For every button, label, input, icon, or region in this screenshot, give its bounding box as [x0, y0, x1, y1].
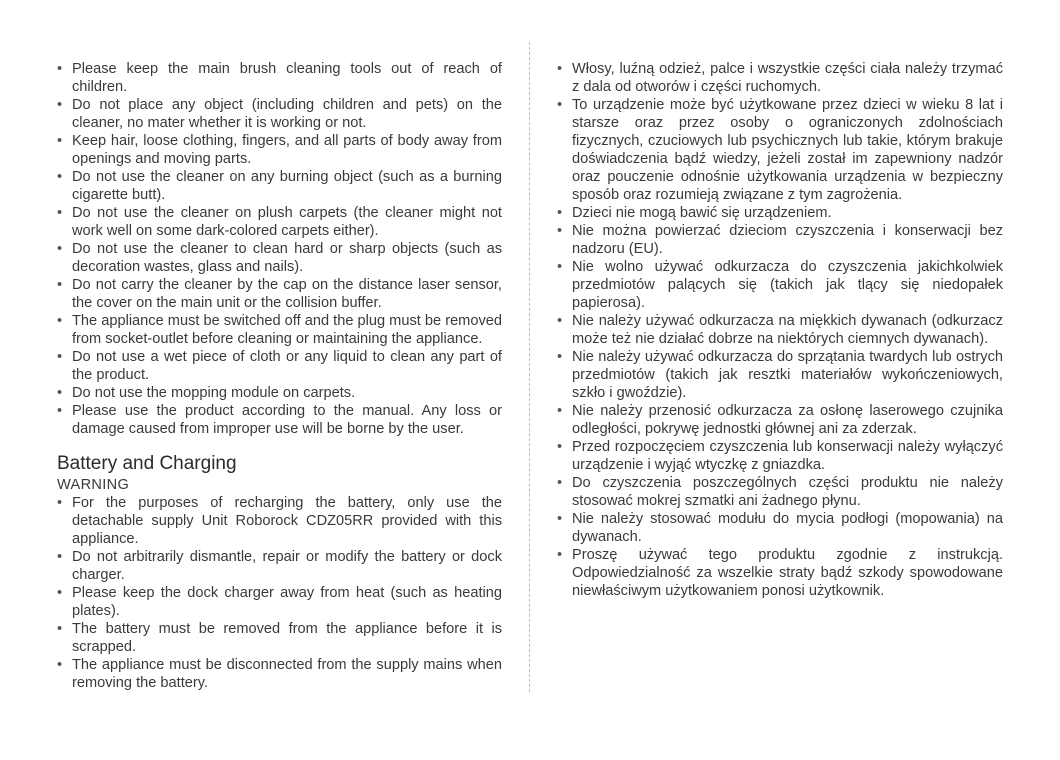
warning-label: WARNING [57, 477, 130, 493]
list-item: • Przed rozpoczęciem czyszczenia lub konserwacji należy wyłączyć urządzenie i wyjąć wtyczkę z gniazdka. [557, 438, 1003, 474]
list-item: • The appliance must be switched off and the plug must be removed from socket-outlet before cleaning or maintaining the appliance. [57, 312, 502, 348]
list-item: • Please use the product according to the manual. Any loss or damage caused from improper use will be borne by the user. [57, 402, 502, 438]
polish-column [557, 60, 1003, 600]
list-item: • Dzieci nie mogą bawić się urządzeniem. [557, 204, 1003, 222]
list-item: • To urządzenie może być użytkowane przez dzieci w wieku 8 lat i starsze oraz przez osoby o ograniczonych zdolnościach fizycznych, czuciowych lub psychicznych lub takie, którym brakuje doświadczenia bądź wiedzy, jeżeli został im zapewniony nadzór oraz pouczenie odnośnie użytkowania urządzenia w bezpieczny sposób oraz rozumieją związane z tym zagrożenia. [557, 96, 1003, 204]
list-item: • Do czyszczenia poszczególnych części produktu nie należy stosować mokrej szmatki ani żadnego płynu. [557, 474, 1003, 510]
safety-list [57, 60, 502, 438]
list-item: • Proszę używać tego produktu zgodnie z instrukcją. Odpowiedzialność za wszelkie straty bądź szkody spowodowane niewłaściwym użytkowaniem ponosi użytkownik. [557, 546, 1003, 600]
list-item: • Please keep the main brush cleaning tools out of reach of children. [57, 60, 502, 96]
battery-list [57, 494, 502, 692]
list-item: • Do not use the cleaner to clean hard or sharp objects (such as decoration wastes, glass and nails). [57, 240, 502, 276]
list-item: • Do not use a wet piece of cloth or any liquid to clean any part of the product. [57, 348, 502, 384]
list-item: • Do not place any object (including children and pets) on the cleaner, no mater whether it is working or not. [57, 96, 502, 132]
safety-list-pl [557, 60, 1003, 600]
list-item: • The battery must be removed from the appliance before it is scrapped. [57, 620, 502, 656]
list-item: • Do not arbitrarily dismantle, repair or modify the battery or dock charger. [57, 548, 502, 584]
list-item: • Nie należy używać odkurzacza na miękkich dywanach (odkurzacz może też nie działać dobrze na niektórych ciemnych dywanach). [557, 312, 1003, 348]
list-item: • The appliance must be disconnected from the supply mains when removing the battery. [57, 656, 502, 692]
list-item: • Nie wolno używać odkurzacza do czyszczenia jakichkolwiek przedmiotów palących się (takich jak tlący się niedopałek papierosa). [557, 258, 1003, 312]
list-item: • Nie można powierzać dzieciom czyszczenia i konserwacji bez nadzoru (EU). [557, 222, 1003, 258]
list-item: • Please keep the dock charger away from heat (such as heating plates). [57, 584, 502, 620]
list-item: • For the purposes of recharging the battery, only use the detachable supply Unit Roborock CDZ05RR provided with this appliance. [57, 494, 502, 548]
list-item: • Nie należy używać odkurzacza do sprzątania twardych lub ostrych przedmiotów (takich jak resztki materiałów wykończeniowych, szkło i gwoździe). [557, 348, 1003, 402]
list-item: • Keep hair, loose clothing, fingers, and all parts of body away from openings and moving parts. [57, 132, 502, 168]
section-title: Battery and Charging [57, 453, 237, 474]
english-column [57, 60, 502, 692]
list-item: • Do not use the cleaner on plush carpets (the cleaner might not work well on some dark-colored carpets either). [57, 204, 502, 240]
list-item: • Do not carry the cleaner by the cap on the distance laser sensor, the cover on the main unit or the collision buffer. [57, 276, 502, 312]
list-item: • Włosy, luźną odzież, palce i wszystkie części ciała należy trzymać z dala od otworów i części ruchomych. [557, 60, 1003, 96]
list-item: • Nie należy stosować modułu do mycia podłogi (mopowania) na dywanach. [557, 510, 1003, 546]
list-item: • Nie należy przenosić odkurzacza za osłonę laserowego czujnika odległości, pokrywę jednostki głównej ani za zderzak. [557, 402, 1003, 438]
list-item: • Do not use the mopping module on carpets. [57, 384, 502, 402]
list-item: • Do not use the cleaner on any burning object (such as a burning cigarette butt). [57, 168, 502, 204]
column-divider [529, 42, 530, 692]
